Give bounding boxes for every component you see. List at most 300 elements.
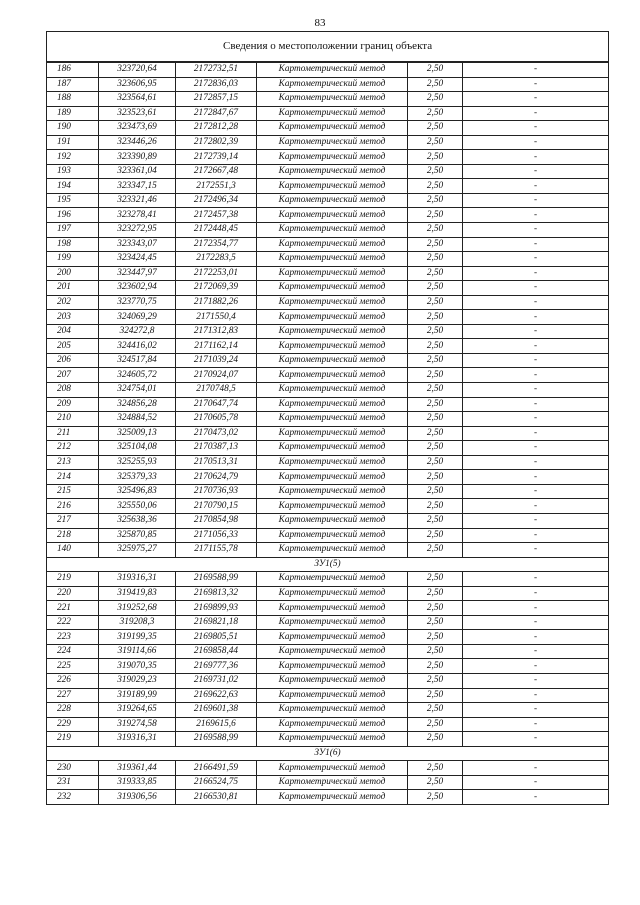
accuracy-cell: 2,50 — [408, 77, 463, 92]
description-cell: - — [463, 106, 609, 121]
method-cell: Картометрический метод — [257, 266, 408, 281]
boundary-coordinates-table — [46, 31, 609, 805]
accuracy-cell: 2,50 — [408, 543, 463, 558]
x-coordinate-cell: 323523,61 — [99, 106, 176, 121]
method-cell: Картометрический метод — [257, 528, 408, 543]
point-number-cell: 208 — [47, 383, 99, 398]
point-number-cell: 206 — [47, 353, 99, 368]
accuracy-cell: 2,50 — [408, 121, 463, 136]
table-row — [47, 368, 609, 383]
table-row — [47, 732, 609, 747]
accuracy-cell: 2,50 — [408, 62, 463, 77]
x-coordinate-cell: 319208,3 — [99, 615, 176, 630]
description-cell: - — [463, 499, 609, 514]
x-coordinate-cell: 319419,83 — [99, 586, 176, 601]
point-number-cell: 203 — [47, 310, 99, 325]
x-coordinate-cell: 323272,95 — [99, 223, 176, 238]
accuracy-cell: 2,50 — [408, 441, 463, 456]
table-row — [47, 310, 609, 325]
method-cell: Картометрический метод — [257, 62, 408, 77]
point-number-cell: 214 — [47, 470, 99, 485]
table-row — [47, 455, 609, 470]
method-cell: Картометрический метод — [257, 121, 408, 136]
y-coordinate-cell: 2166524,75 — [176, 775, 257, 790]
accuracy-cell: 2,50 — [408, 150, 463, 165]
table-row — [47, 164, 609, 179]
x-coordinate-cell: 324517,84 — [99, 353, 176, 368]
table-row — [47, 412, 609, 427]
description-cell: - — [463, 412, 609, 427]
y-coordinate-cell: 2169813,32 — [176, 586, 257, 601]
point-number-cell: 200 — [47, 266, 99, 281]
point-number-cell: 232 — [47, 790, 99, 805]
method-cell: Картометрический метод — [257, 673, 408, 688]
accuracy-cell: 2,50 — [408, 688, 463, 703]
x-coordinate-cell: 323347,15 — [99, 179, 176, 194]
y-coordinate-cell: 2171039,24 — [176, 353, 257, 368]
point-number-cell: 186 — [47, 62, 99, 77]
method-cell: Картометрический метод — [257, 208, 408, 223]
method-cell: Картометрический метод — [257, 441, 408, 456]
y-coordinate-cell: 2170513,31 — [176, 455, 257, 470]
y-coordinate-cell: 2166530,81 — [176, 790, 257, 805]
section-header-row — [47, 557, 609, 572]
x-coordinate-cell: 325496,83 — [99, 484, 176, 499]
y-coordinate-cell: 2171312,83 — [176, 324, 257, 339]
point-number-cell: 204 — [47, 324, 99, 339]
method-cell: Картометрический метод — [257, 455, 408, 470]
point-number-cell: 193 — [47, 164, 99, 179]
table-row — [47, 543, 609, 558]
y-coordinate-cell: 2172732,51 — [176, 62, 257, 77]
table-row — [47, 339, 609, 354]
description-cell: - — [463, 644, 609, 659]
method-cell: Картометрический метод — [257, 572, 408, 587]
point-number-cell: 209 — [47, 397, 99, 412]
method-cell: Картометрический метод — [257, 368, 408, 383]
description-cell: - — [463, 703, 609, 718]
accuracy-cell: 2,50 — [408, 281, 463, 296]
accuracy-cell: 2,50 — [408, 513, 463, 528]
accuracy-cell: 2,50 — [408, 412, 463, 427]
table-row — [47, 615, 609, 630]
description-cell: - — [463, 717, 609, 732]
method-cell: Картометрический метод — [257, 703, 408, 718]
point-number-cell: 217 — [47, 513, 99, 528]
x-coordinate-cell: 319361,44 — [99, 761, 176, 776]
x-coordinate-cell: 325870,85 — [99, 528, 176, 543]
point-number-cell: 231 — [47, 775, 99, 790]
point-number-cell: 198 — [47, 237, 99, 252]
description-cell: - — [463, 77, 609, 92]
method-cell: Картометрический метод — [257, 164, 408, 179]
table-row — [47, 295, 609, 310]
description-cell: - — [463, 586, 609, 601]
point-number-cell: 189 — [47, 106, 99, 121]
method-cell: Картометрический метод — [257, 77, 408, 92]
description-cell: - — [463, 543, 609, 558]
y-coordinate-cell: 2171155,78 — [176, 543, 257, 558]
method-cell: Картометрический метод — [257, 615, 408, 630]
y-coordinate-cell: 2170387,13 — [176, 441, 257, 456]
section-header-row — [47, 746, 609, 761]
x-coordinate-cell: 323770,75 — [99, 295, 176, 310]
description-cell: - — [463, 121, 609, 136]
point-number-cell: 187 — [47, 77, 99, 92]
method-cell: Картометрический метод — [257, 601, 408, 616]
accuracy-cell: 2,50 — [408, 397, 463, 412]
x-coordinate-cell: 323278,41 — [99, 208, 176, 223]
x-coordinate-cell: 319264,65 — [99, 703, 176, 718]
table-row — [47, 223, 609, 238]
description-cell: - — [463, 179, 609, 194]
table-row — [47, 761, 609, 776]
point-number-cell: 219 — [47, 732, 99, 747]
x-coordinate-cell: 319333,85 — [99, 775, 176, 790]
method-cell: Картометрический метод — [257, 732, 408, 747]
table-row — [47, 659, 609, 674]
x-coordinate-cell: 323606,95 — [99, 77, 176, 92]
x-coordinate-cell: 324416,02 — [99, 339, 176, 354]
y-coordinate-cell: 2171162,14 — [176, 339, 257, 354]
accuracy-cell: 2,50 — [408, 528, 463, 543]
method-cell: Картометрический метод — [257, 543, 408, 558]
method-cell: Картометрический метод — [257, 252, 408, 267]
accuracy-cell: 2,50 — [408, 484, 463, 499]
page-number: 83 — [314, 17, 326, 29]
table-row — [47, 281, 609, 296]
method-cell: Картометрический метод — [257, 761, 408, 776]
x-coordinate-cell: 323564,61 — [99, 92, 176, 107]
method-cell: Картометрический метод — [257, 790, 408, 805]
point-number-cell: 140 — [47, 543, 99, 558]
description-cell: - — [463, 484, 609, 499]
x-coordinate-cell: 323602,94 — [99, 281, 176, 296]
method-cell: Картометрический метод — [257, 688, 408, 703]
accuracy-cell: 2,50 — [408, 455, 463, 470]
point-number-cell: 190 — [47, 121, 99, 136]
x-coordinate-cell: 324754,01 — [99, 383, 176, 398]
description-cell: - — [463, 339, 609, 354]
accuracy-cell: 2,50 — [408, 266, 463, 281]
y-coordinate-cell: 2171550,4 — [176, 310, 257, 325]
y-coordinate-cell: 2169622,63 — [176, 688, 257, 703]
method-cell: Картометрический метод — [257, 644, 408, 659]
table-row — [47, 383, 609, 398]
method-cell: Картометрический метод — [257, 150, 408, 165]
x-coordinate-cell: 323720,64 — [99, 62, 176, 77]
method-cell: Картометрический метод — [257, 92, 408, 107]
y-coordinate-cell: 2172551,3 — [176, 179, 257, 194]
description-cell: - — [463, 383, 609, 398]
description-cell: - — [463, 92, 609, 107]
y-coordinate-cell: 2169588,99 — [176, 732, 257, 747]
point-number-cell: 218 — [47, 528, 99, 543]
table-row — [47, 586, 609, 601]
point-number-cell: 224 — [47, 644, 99, 659]
description-cell: - — [463, 310, 609, 325]
point-number-cell: 210 — [47, 412, 99, 427]
table-row — [47, 193, 609, 208]
accuracy-cell: 2,50 — [408, 601, 463, 616]
x-coordinate-cell: 325104,08 — [99, 441, 176, 456]
x-coordinate-cell: 319316,31 — [99, 732, 176, 747]
method-cell: Картометрический метод — [257, 135, 408, 150]
y-coordinate-cell: 2172802,39 — [176, 135, 257, 150]
y-coordinate-cell: 2169601,38 — [176, 703, 257, 718]
method-cell: Картометрический метод — [257, 353, 408, 368]
accuracy-cell: 2,50 — [408, 790, 463, 805]
accuracy-cell: 2,50 — [408, 470, 463, 485]
description-cell: - — [463, 470, 609, 485]
table-row — [47, 484, 609, 499]
y-coordinate-cell: 2172069,39 — [176, 281, 257, 296]
table-row — [47, 499, 609, 514]
accuracy-cell: 2,50 — [408, 208, 463, 223]
point-number-cell: 227 — [47, 688, 99, 703]
table-row — [47, 673, 609, 688]
x-coordinate-cell: 325975,27 — [99, 543, 176, 558]
accuracy-cell: 2,50 — [408, 92, 463, 107]
method-cell: Картометрический метод — [257, 383, 408, 398]
point-number-cell: 226 — [47, 673, 99, 688]
x-coordinate-cell: 324605,72 — [99, 368, 176, 383]
method-cell: Картометрический метод — [257, 193, 408, 208]
description-cell: - — [463, 659, 609, 674]
accuracy-cell: 2,50 — [408, 368, 463, 383]
x-coordinate-cell: 319070,35 — [99, 659, 176, 674]
x-coordinate-cell: 319306,56 — [99, 790, 176, 805]
accuracy-cell: 2,50 — [408, 761, 463, 776]
table-row — [47, 688, 609, 703]
x-coordinate-cell: 323447,97 — [99, 266, 176, 281]
point-number-cell: 207 — [47, 368, 99, 383]
accuracy-cell: 2,50 — [408, 310, 463, 325]
table-row — [47, 644, 609, 659]
description-cell: - — [463, 615, 609, 630]
x-coordinate-cell: 323424,45 — [99, 252, 176, 267]
table-row — [47, 441, 609, 456]
point-number-cell: 194 — [47, 179, 99, 194]
x-coordinate-cell: 323343,07 — [99, 237, 176, 252]
description-cell: - — [463, 790, 609, 805]
x-coordinate-cell: 323446,26 — [99, 135, 176, 150]
accuracy-cell: 2,50 — [408, 193, 463, 208]
table-row — [47, 703, 609, 718]
y-coordinate-cell: 2172857,15 — [176, 92, 257, 107]
point-number-cell: 229 — [47, 717, 99, 732]
method-cell: Картометрический метод — [257, 179, 408, 194]
y-coordinate-cell: 2172836,03 — [176, 77, 257, 92]
x-coordinate-cell: 325550,06 — [99, 499, 176, 514]
description-cell: - — [463, 150, 609, 165]
table-row — [47, 513, 609, 528]
y-coordinate-cell: 2172283,5 — [176, 252, 257, 267]
method-cell: Картометрический метод — [257, 310, 408, 325]
y-coordinate-cell: 2170790,15 — [176, 499, 257, 514]
description-cell: - — [463, 630, 609, 645]
method-cell: Картометрический метод — [257, 775, 408, 790]
point-number-cell: 201 — [47, 281, 99, 296]
point-number-cell: 202 — [47, 295, 99, 310]
table-row — [47, 528, 609, 543]
accuracy-cell: 2,50 — [408, 572, 463, 587]
point-number-cell: 212 — [47, 441, 99, 456]
y-coordinate-cell: 2172847,67 — [176, 106, 257, 121]
table-row — [47, 630, 609, 645]
accuracy-cell: 2,50 — [408, 499, 463, 514]
method-cell: Картометрический метод — [257, 412, 408, 427]
method-cell: Картометрический метод — [257, 295, 408, 310]
description-cell: - — [463, 353, 609, 368]
x-coordinate-cell: 319274,58 — [99, 717, 176, 732]
description-cell: - — [463, 266, 609, 281]
point-number-cell: 188 — [47, 92, 99, 107]
description-cell: - — [463, 223, 609, 238]
x-coordinate-cell: 324069,29 — [99, 310, 176, 325]
point-number-cell: 225 — [47, 659, 99, 674]
y-coordinate-cell: 2169858,44 — [176, 644, 257, 659]
y-coordinate-cell: 2170605,78 — [176, 412, 257, 427]
x-coordinate-cell: 319189,99 — [99, 688, 176, 703]
table-row — [47, 470, 609, 485]
point-number-cell: 230 — [47, 761, 99, 776]
table-header-row — [47, 32, 609, 63]
accuracy-cell: 2,50 — [408, 237, 463, 252]
x-coordinate-cell: 324272,8 — [99, 324, 176, 339]
table-row — [47, 775, 609, 790]
x-coordinate-cell: 319029,23 — [99, 673, 176, 688]
method-cell: Картометрический метод — [257, 499, 408, 514]
point-number-cell: 195 — [47, 193, 99, 208]
accuracy-cell: 2,50 — [408, 586, 463, 601]
description-cell: - — [463, 775, 609, 790]
description-cell: - — [463, 455, 609, 470]
description-cell: - — [463, 572, 609, 587]
description-cell: - — [463, 62, 609, 77]
point-number-cell: 223 — [47, 630, 99, 645]
y-coordinate-cell: 2170624,79 — [176, 470, 257, 485]
x-coordinate-cell: 319252,68 — [99, 601, 176, 616]
y-coordinate-cell: 2166491,59 — [176, 761, 257, 776]
x-coordinate-cell: 325379,33 — [99, 470, 176, 485]
y-coordinate-cell: 2169899,93 — [176, 601, 257, 616]
description-cell: - — [463, 513, 609, 528]
point-number-cell: 215 — [47, 484, 99, 499]
description-cell: - — [463, 732, 609, 747]
y-coordinate-cell: 2170647,74 — [176, 397, 257, 412]
table-row — [47, 121, 609, 136]
y-coordinate-cell: 2172739,14 — [176, 150, 257, 165]
x-coordinate-cell: 319316,31 — [99, 572, 176, 587]
y-coordinate-cell: 2169588,99 — [176, 572, 257, 587]
accuracy-cell: 2,50 — [408, 135, 463, 150]
point-number-cell: 199 — [47, 252, 99, 267]
point-number-cell: 222 — [47, 615, 99, 630]
accuracy-cell: 2,50 — [408, 164, 463, 179]
description-cell: - — [463, 673, 609, 688]
x-coordinate-cell: 319114,66 — [99, 644, 176, 659]
y-coordinate-cell: 2170854,98 — [176, 513, 257, 528]
description-cell: - — [463, 295, 609, 310]
x-coordinate-cell: 325009,13 — [99, 426, 176, 441]
point-number-cell: 216 — [47, 499, 99, 514]
y-coordinate-cell: 2172457,38 — [176, 208, 257, 223]
description-cell: - — [463, 688, 609, 703]
description-cell: - — [463, 528, 609, 543]
method-cell: Картометрический метод — [257, 106, 408, 121]
accuracy-cell: 2,50 — [408, 179, 463, 194]
table-row — [47, 106, 609, 121]
method-cell: Картометрический метод — [257, 223, 408, 238]
description-cell: - — [463, 601, 609, 616]
method-cell: Картометрический метод — [257, 630, 408, 645]
y-coordinate-cell: 2172667,48 — [176, 164, 257, 179]
x-coordinate-cell: 325255,93 — [99, 455, 176, 470]
description-cell: - — [463, 193, 609, 208]
accuracy-cell: 2,50 — [408, 383, 463, 398]
table-row — [47, 252, 609, 267]
table-row — [47, 266, 609, 281]
y-coordinate-cell: 2171056,33 — [176, 528, 257, 543]
method-cell: Картометрический метод — [257, 586, 408, 601]
point-number-cell: 192 — [47, 150, 99, 165]
method-cell: Картометрический метод — [257, 470, 408, 485]
table-row — [47, 353, 609, 368]
accuracy-cell: 2,50 — [408, 644, 463, 659]
table-row — [47, 601, 609, 616]
table-row — [47, 324, 609, 339]
y-coordinate-cell: 2171882,26 — [176, 295, 257, 310]
y-coordinate-cell: 2170924,07 — [176, 368, 257, 383]
table-row — [47, 77, 609, 92]
point-number-cell: 211 — [47, 426, 99, 441]
table-row — [47, 208, 609, 223]
table-row — [47, 92, 609, 107]
x-coordinate-cell: 323361,04 — [99, 164, 176, 179]
method-cell: Картометрический метод — [257, 339, 408, 354]
y-coordinate-cell: 2169805,51 — [176, 630, 257, 645]
accuracy-cell: 2,50 — [408, 339, 463, 354]
description-cell: - — [463, 237, 609, 252]
point-number-cell: 196 — [47, 208, 99, 223]
method-cell: Картометрический метод — [257, 324, 408, 339]
y-coordinate-cell: 2170748,5 — [176, 383, 257, 398]
accuracy-cell: 2,50 — [408, 615, 463, 630]
accuracy-cell: 2,50 — [408, 775, 463, 790]
section-label: ЗУ1(5) — [47, 557, 609, 572]
accuracy-cell: 2,50 — [408, 630, 463, 645]
point-number-cell: 213 — [47, 455, 99, 470]
x-coordinate-cell: 323390,89 — [99, 150, 176, 165]
x-coordinate-cell: 319199,35 — [99, 630, 176, 645]
table-row — [47, 572, 609, 587]
description-cell: - — [463, 208, 609, 223]
accuracy-cell: 2,50 — [408, 324, 463, 339]
method-cell: Картометрический метод — [257, 513, 408, 528]
x-coordinate-cell: 323473,69 — [99, 121, 176, 136]
y-coordinate-cell: 2169731,02 — [176, 673, 257, 688]
x-coordinate-cell: 324884,52 — [99, 412, 176, 427]
accuracy-cell: 2,50 — [408, 252, 463, 267]
table-row — [47, 135, 609, 150]
table-row — [47, 790, 609, 805]
method-cell: Картометрический метод — [257, 281, 408, 296]
y-coordinate-cell: 2172354,77 — [176, 237, 257, 252]
table-row — [47, 62, 609, 77]
table-row — [47, 717, 609, 732]
method-cell: Картометрический метод — [257, 659, 408, 674]
